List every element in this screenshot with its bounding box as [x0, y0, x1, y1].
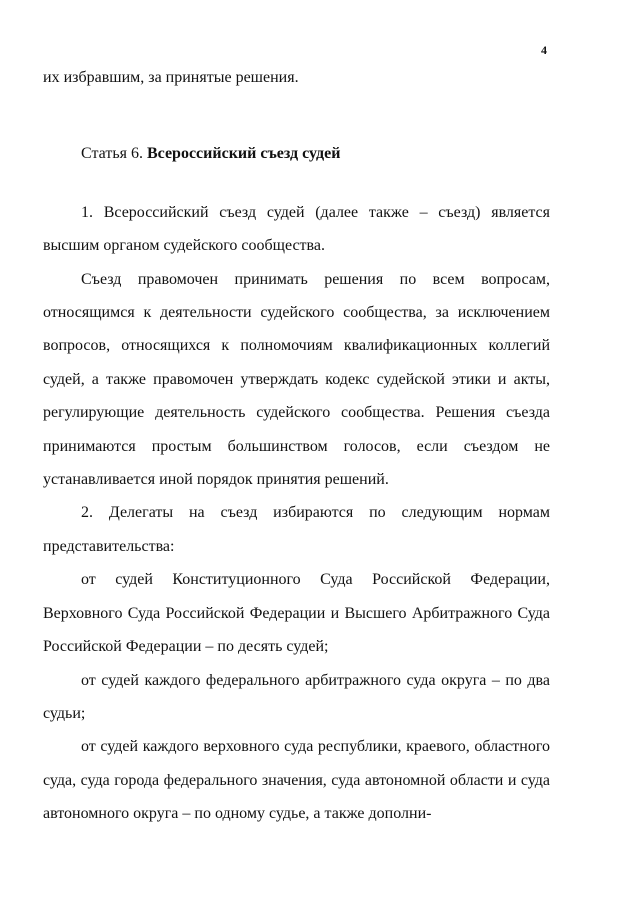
paragraph: Съезд правомочен принимать решения по всем вопросам, относящимся к деятельности судейского сообщества, за исключением вопросов, относящихся к полномочиям квалификационных коллегий судей, а также правомочен утверждать кодекс судейской этики и акты, регулирующие деятельность судейского сообщества. Решения съезда принимаются простым большинством голосов, если съездом не устанавливается иной порядок принятия решений.: [43, 270, 550, 489]
article-heading: [43, 137, 550, 170]
paragraph: 1. Всероссийский съезд судей (далее также – съезд) является высшим органом судейского сообщества.: [43, 203, 550, 255]
page-number: 4: [541, 43, 547, 57]
continuation-paragraph: их избравшим, за принятые решения.: [43, 69, 299, 86]
paragraph: от судей каждого федерального арбитражного суда округа – по два судьи;: [43, 671, 550, 722]
article-title: Всероссийский съезд судей: [146, 145, 341, 163]
paragraph: от судей каждого верховного суда республики, краевого, областного суда, суда города федерального значения, суда автономной области и суда автономного округа – по одному судье, а также дополни-: [43, 738, 550, 823]
paragraph: 2. Делегаты на съезд избираются по следующим нормам представительства:: [43, 504, 550, 555]
paragraph: от судей Конституционного Суда Российской Федерации, Верховного Суда Российской Федерации и Высшего Арбитражного Суда Российской Федерации – по десять судей;: [43, 571, 550, 656]
article-number: Статья 6.: [81, 145, 147, 163]
document-body: [43, 61, 550, 831]
